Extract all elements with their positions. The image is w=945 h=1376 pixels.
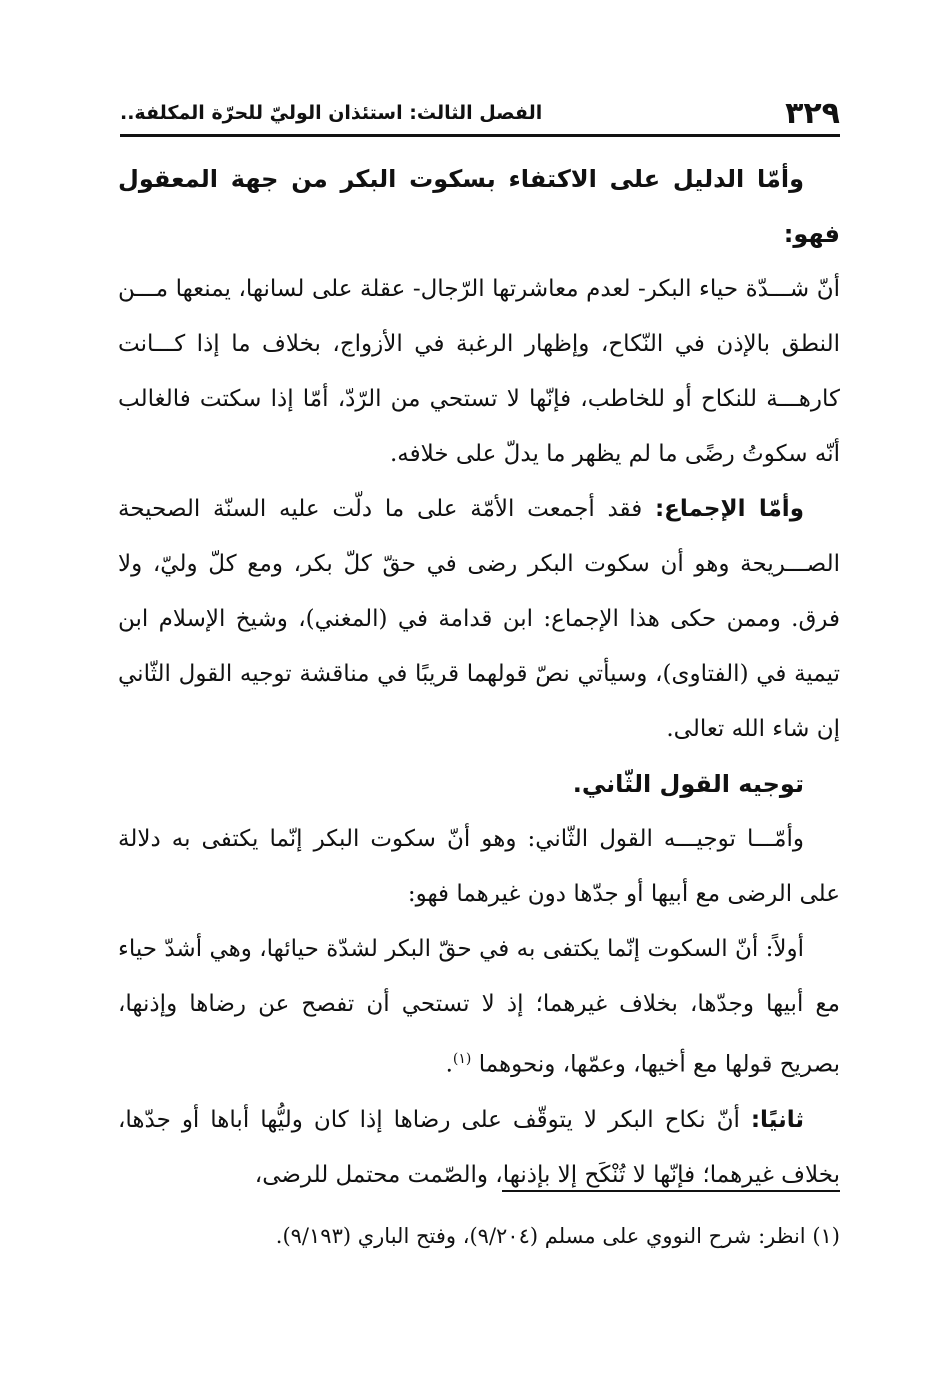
section-heading-second-opinion: توجيه القول الثّاني. (572, 770, 804, 798)
consensus-body: فقد أجمعت الأمّة على ما دلّت عليه السنّة الصحيحة الصـــريحة وهو أن سكوت البكر رضى في حقّ كلّ بكر، ومع كلّ وليّ، ولا فرق. وممن حكى هذا الإجماع: ابن قدامة في (المغني)، وشيخ الإسلام ابن تيمية في (الفتاوى)، وسيأتي نصّ قولهما قريبًا في مناقشة توجيه القول الثّاني إن شاء الله تعالى. (118, 496, 840, 742)
page-number: ٣٢٩ (785, 96, 840, 131)
paragraph-second-opinion-intro: وأمّـــا توجيـــه القول الثّاني: وهو أنّ سكوت البكر إنّما يكتفى به دلالة على الرضى مع أبيها أو جدّها دون غيرهما فهو: (118, 826, 840, 907)
section-heading-rational-evidence: وأمّا الدليل على الاكتفاء بسكوت البكر من جهة المعقول فهو: (118, 165, 840, 248)
paragraph-rational-evidence: أنّ شـــدّة حياء البكر- لعدم معاشرتها الرّجال- عقلة على لسانها، يمنعها مـــن النطق بالإذن في النّكاح، وإظهار الرغبة في الأزواج، بخلاف ما إذا كـــانت كارهـــة للنكاح أو للخاطب، فإنّها لا تستحي من الرّدّ، أمّا إذا سكتت فالغالب أنّه سكوتُ رضًى ما لم يظهر ما يدلّ على خلافه. (118, 276, 840, 467)
page-header (120, 92, 840, 132)
running-title: الفصل الثالث: استئذان الوليّ للحرّة المكلفة.. (120, 102, 543, 124)
paragraph-first-point (118, 922, 840, 1093)
first-point-end: . (445, 1051, 453, 1078)
paragraph-second-point (118, 1093, 840, 1203)
second-point-lead: ثانيًا: (750, 1106, 804, 1133)
first-point-lead: أولاً: (765, 936, 804, 962)
consensus-lead: وأمّا الإجماع: (654, 496, 804, 522)
main-text (118, 152, 840, 1203)
second-point-body: أنّ نكاح البكر لا يتوقّف على رضاها إذا كان وليُّها أباها أو جدّها، بخلاف غيرهما؛ فإنّها لا تُنْكَح إلا بإذنها، والصّمت محتمل للرضى، (118, 1106, 840, 1188)
footnote-ref[interactable]: (١) (452, 1051, 472, 1067)
first-point-body: أنّ السكوت إنّما يكتفى به في حقّ البكر لشدّة حيائها، وهي أشدّ حياء مع أبيها وجدّها، بخلاف غيرهما؛ إذ لا تستحي أن تفصح عن رضاها وإذنها، بصريح قولها مع أخيها، وعمّها، ونحوهما (118, 936, 840, 1078)
footnote-separator (502, 1190, 840, 1192)
header-rule (120, 134, 840, 137)
paragraph-consensus (118, 482, 840, 757)
footnote: (١) انظر: شرح النووي على مسلم (٩/٢٠٤)، وفتح الباري (٩/١٩٣). (275, 1224, 840, 1248)
